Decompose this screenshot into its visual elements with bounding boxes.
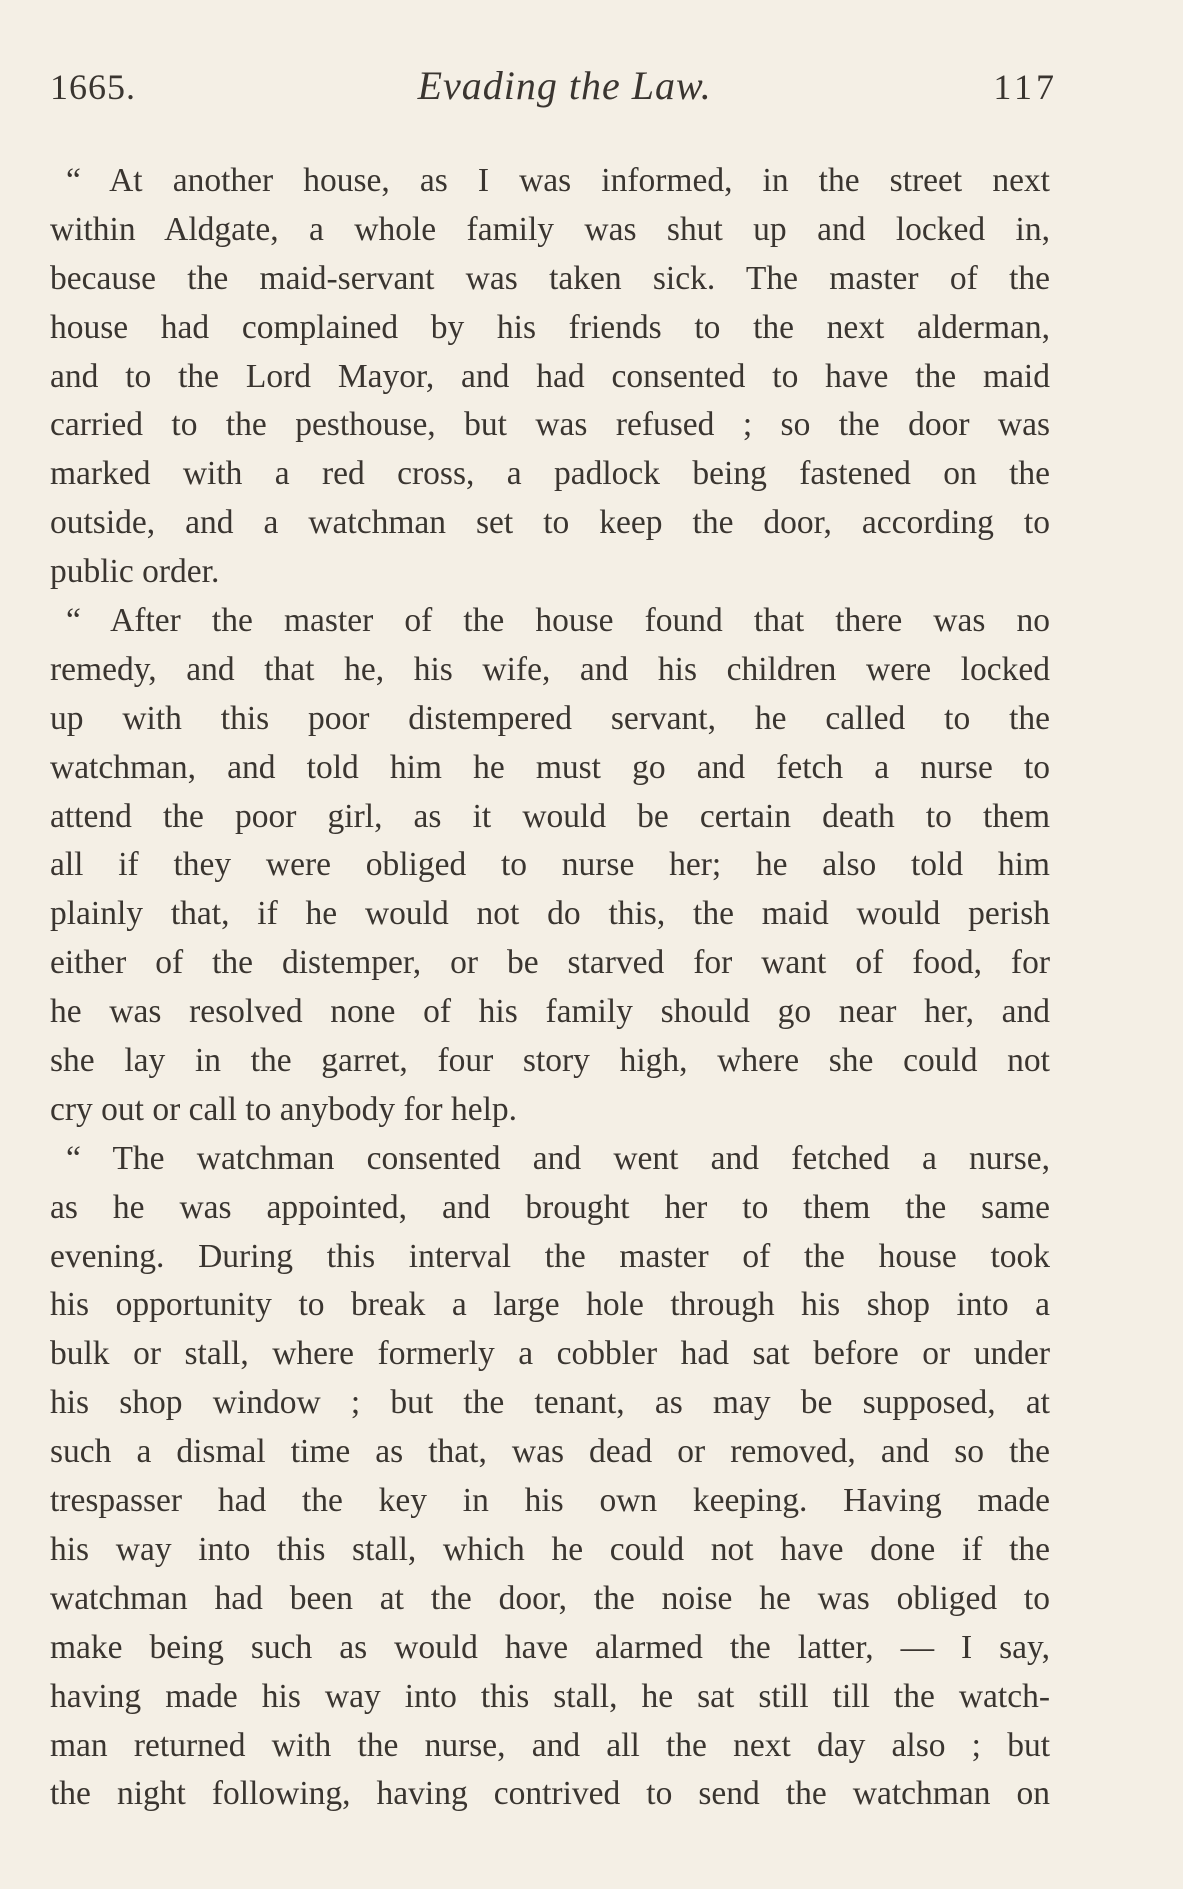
text-line: “ At another house, as I was informed, in the street next: [66, 162, 1050, 199]
text-line: public order.: [50, 553, 220, 591]
text-line: the night following, having contrived to send the watchman on: [50, 1775, 1050, 1813]
text-line: all if they were obliged to nurse her; he also told him: [50, 846, 1050, 884]
text-line: cry out or call to anybody for help.: [50, 1090, 518, 1128]
text-line: “ The watchman consented and went and fetched a nurse,: [66, 1139, 1050, 1177]
text-line: she lay in the garret, four story high, where she could not: [50, 1042, 1050, 1080]
text-line: up with this poor distempered servant, he called to the: [50, 699, 1050, 737]
text-line: marked with a red cross, a padlock being fastened on the: [50, 455, 1050, 493]
text-line: watchman had been at the door, the noise he was obliged to: [50, 1579, 1050, 1617]
text-line: plainly that, if he would not do this, the maid would perish: [50, 895, 1050, 933]
header-year: 1665.: [50, 67, 136, 107]
text-line: such a dismal time as that, was dead or removed, and so the: [50, 1433, 1050, 1471]
text-line: his shop window ; but the tenant, as may be supposed, at: [50, 1384, 1050, 1422]
body-text: [50, 157, 1050, 1819]
text-line: he was resolved none of his family should go near her, and: [50, 993, 1050, 1031]
text-line: his opportunity to break a large hole through his shop into a: [50, 1286, 1050, 1324]
text-line: house had complained by his friends to the next alderman,: [50, 308, 1050, 346]
text-line: “ After the master of the house found that there was no: [66, 602, 1050, 640]
text-line: remedy, and that he, his wife, and his children were locked: [50, 650, 1050, 688]
text-line: his way into this stall, which he could not have done if the: [50, 1530, 1050, 1568]
text-line: as he was appointed, and brought her to them the same: [50, 1188, 1050, 1226]
text-line: carried to the pesthouse, but was refused ; so the door was: [50, 406, 1050, 444]
text-line: bulk or stall, where formerly a cobbler had sat before or under: [50, 1335, 1050, 1373]
text-line: attend the poor girl, as it would be certain death to them: [50, 797, 1050, 835]
text-line: having made his way into this stall, he sat still till the watch-: [50, 1677, 1050, 1715]
text-line: and to the Lord Mayor, and had consented to have the maid: [50, 357, 1050, 395]
text-line: trespasser had the key in his own keeping. Having made: [50, 1482, 1050, 1520]
text-line: either of the distemper, or be starved for want of food, for: [50, 944, 1050, 982]
text-line: outside, and a watchman set to keep the door, according to: [50, 504, 1050, 542]
text-line: make being such as would have alarmed the latter, — I say,: [50, 1628, 1050, 1666]
text-line: watchman, and told him he must go and fetch a nurse to: [50, 748, 1050, 786]
header-title: Evading the Law.: [417, 63, 712, 108]
running-head: [50, 62, 1058, 122]
text-line: evening. During this interval the master of the house took: [50, 1237, 1050, 1275]
text-line: man returned with the nurse, and all the next day also ; but: [50, 1726, 1050, 1764]
page-number: 117: [993, 67, 1058, 107]
text-line: because the maid-servant was taken sick. The master of the: [50, 259, 1050, 297]
text-line: within Aldgate, a whole family was shut up and locked in,: [50, 210, 1050, 248]
